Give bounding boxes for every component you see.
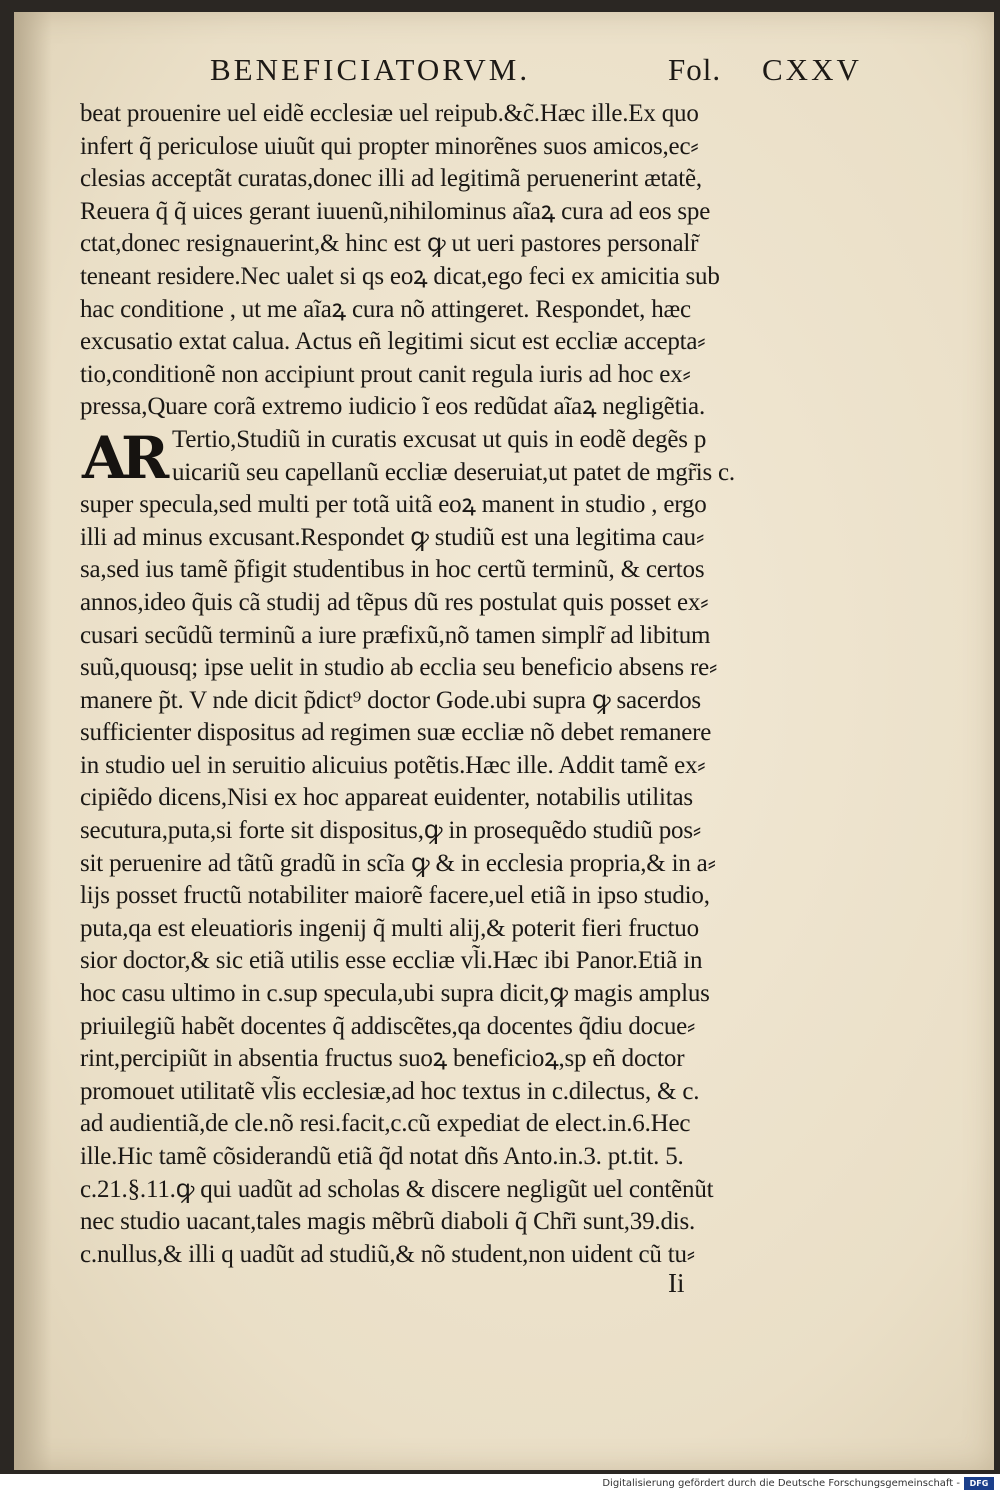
text-line: infert q̃ periculose uiuũt qui propter minorẽnes suos amicos,ec⸗ — [80, 132, 699, 160]
text-line: cipiẽdo dicens,Nisi ex hoc appareat euidenter, notabilis utilitas — [80, 784, 693, 812]
text-line: clesias acceptãt curatas,donec illi ad legitimã peruenerint ætatẽ, — [80, 165, 702, 193]
page-gutter-shadow — [14, 12, 52, 1470]
text-line: cusari secũdũ terminũ a iure præfixũ,nõ tamen simplr̃ ad libitum — [80, 621, 711, 649]
text-line: ad audientiã,de cle.nõ resi.facit,c.cũ expediat de elect.in.6.Hec — [80, 1110, 691, 1138]
text-line: manere p̃t. V nde dicit p̃dict⁹ doctor Gode.ubi supra ꝙ sacerdos — [80, 686, 701, 714]
decorated-initial-letter: AR — [82, 424, 164, 492]
text-line: priuilegiũ habẽt docentes q̃ addiscẽtes,qa docentes q̃diu docue⸗ — [80, 1012, 696, 1040]
text-line: Reuera q̃ q̃ uices gerant iuuenũ,nihilominus aĩaꝝ cura ad eos spe — [80, 197, 711, 225]
text-line: promouet utilitatẽ vl̃is ecclesiæ,ad hoc textus in c.dilectus, & c. — [80, 1077, 700, 1105]
signature-mark: Ii — [668, 1268, 685, 1298]
text-line: annos,ideo q̃uis cã studij ad tẽpus dũ res postulat quis posset ex⸗ — [80, 588, 709, 616]
folio-label: Fol. — [668, 52, 722, 87]
text-line: tio,conditionẽ non accipiunt prout canit regula iuris ad hoc ex⸗ — [80, 360, 691, 388]
text-line: lijs posset fructũ notabiliter maiorẽ facere,uel etiã in ipso studio, — [80, 882, 710, 910]
text-line: rint,percipiũt in absentia fructus suoꝝ beneficioꝝ,sp eñ doctor — [80, 1045, 685, 1073]
text-line: sufficienter dispositus ad regimen suæ eccliæ nõ debet remanere — [80, 719, 712, 747]
text-line: super specula,sed multi per totã uitã eoꝝ manent in studio , ergo — [80, 491, 707, 519]
folio-number: CXXV — [762, 52, 862, 87]
text-line: secutura,puta,si forte sit dispositus,ꝙ in prosequẽdo studiũ pos⸗ — [80, 817, 701, 845]
text-line: ille.Hic tamẽ cõsiderandũ etiã q̃d notat dñs Anto.in.3. pt.tit. 5. — [80, 1143, 684, 1170]
body-text — [80, 98, 880, 1271]
digitization-footer — [0, 1474, 1000, 1494]
text-line: ctat,donec resignauerint,& hinc est ꝙ ut ueri pastores personalr̃ — [80, 230, 699, 258]
text-line: uicariũ seu capellanũ eccliæ deseruiat,ut patet de mgr̃is c. — [172, 458, 735, 486]
text-line: excusatio extat calua. Actus eñ legitimi sicut est eccliæ accepta⸗ — [80, 328, 706, 356]
text-line: nec studio uacant,tales magis mẽbrũ diaboli q̃ Chr̃i sunt,39.dis. — [80, 1208, 696, 1236]
text-line: beat prouenire uel eidẽ ecclesiæ uel reipub.&c̃.Hæc ille.Ex quo — [80, 100, 699, 127]
dfg-logo: DFG — [964, 1477, 994, 1490]
funding-credit: Digitalisierung gefördert durch die Deutsche Forschungsgemeinschaft - — [602, 1478, 960, 1489]
text-line: puta,qa est eleuatioris ingenij q̃ multi alij,& poterit fieri fructuo — [80, 914, 699, 942]
text-line: suũ,quousq; ipse uelit in studio ab ecclia seu beneficio absens re⸗ — [80, 654, 718, 682]
text-line: sior doctor,& sic etiã utilis esse eccliæ vl̃i.Hæc ibi Panor.Etiã in — [80, 947, 703, 975]
text-line: Tertio,Studiũ in curatis excusat ut quis in eodẽ degẽs p — [172, 425, 707, 453]
text-line: in studio uel in seruitio alicuius potẽtis.Hæc ille. Addit tamẽ ex⸗ — [80, 751, 706, 779]
text-line: teneant residere.Nec ualet si qs eoꝝ dicat,ego feci ex amicitia sub — [80, 262, 720, 290]
text-line: c.nullus,& illi q uadũt ad studiũ,& nõ student,non uident cũ tu⸗ — [80, 1240, 695, 1268]
running-title: BENEFICIATORVM. — [210, 52, 531, 87]
text-line: c.21.§.11.ꝙ qui uadũt ad scholas & discere negligũt uel contẽnũt — [80, 1175, 714, 1203]
text-line: hoc casu ultimo in c.sup specula,ubi supra dicit,ꝙ magis amplus — [80, 980, 710, 1008]
text-line: sit peruenire ad tãtũ gradũ in scĩa ꝙ & in ecclesia propria,& in a⸗ — [80, 849, 716, 877]
page-header — [210, 52, 870, 92]
text-line: hac conditione , ut me aĩaꝝ cura nõ attingeret. Respondet, hæc — [80, 295, 691, 323]
text-line: sa,sed ius tamẽ p̃figit studentibus in hoc certũ terminũ, & certos — [80, 556, 705, 584]
text-line: pressa,Quare corã extremo iudicio ĩ eos redũdat aĩaꝝ negligẽtia. — [80, 393, 706, 421]
text-line: illi ad minus excusant.Respondet ꝙ studiũ est una legitima cau⸗ — [80, 523, 705, 551]
